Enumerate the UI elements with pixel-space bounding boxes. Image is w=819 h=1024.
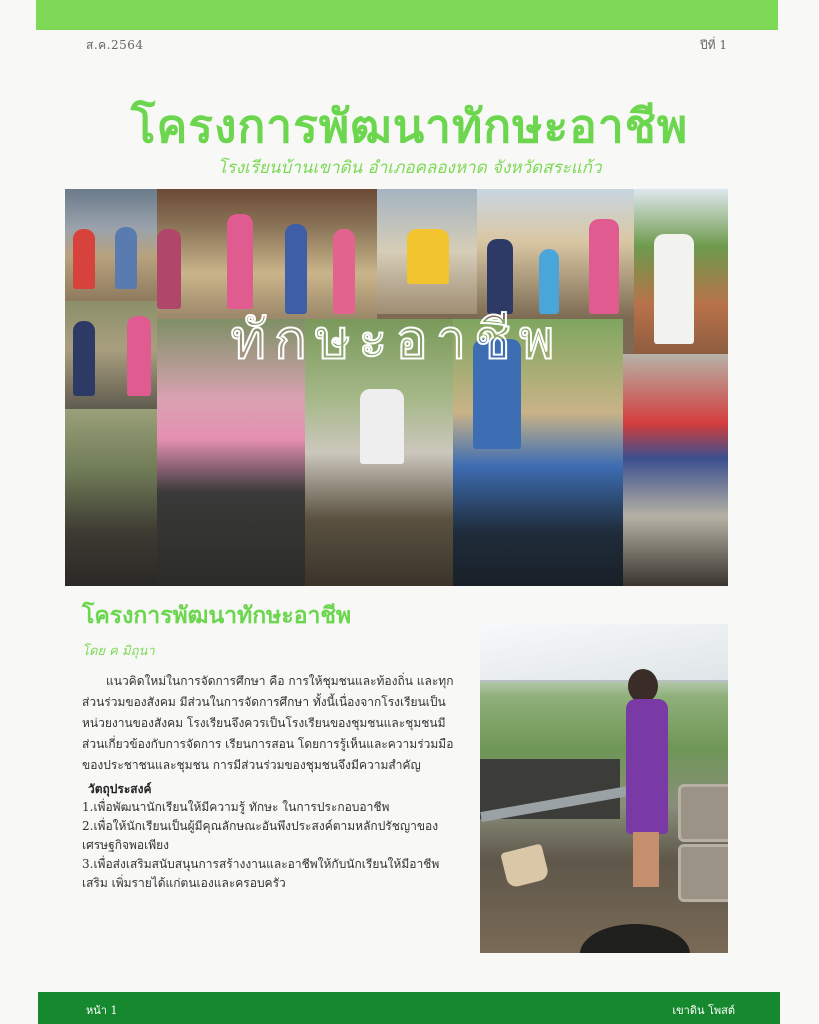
page-title: โครงการพัฒนาทักษะอาชีพ — [130, 99, 689, 153]
photo-greenhouse-student — [480, 624, 728, 953]
issue-date: ส.ค.2564 — [86, 38, 144, 52]
article-title: โครงการพัฒนาทักษะอาชีพ — [82, 603, 352, 629]
top-accent-bar — [36, 0, 778, 30]
article-body: แนวคิดใหม่ในการจัดการศึกษา คือ การให้ชุมชนและท้องถิ่น และทุกส่วนร่วมของสังคม มีส่วนในการจัดการศึกษา ทั้งนี้เนื่องจากโรงเรียนเป็นหน่วยงานของสังคม โรงเรียนจึงควรเป็นโรงเรียนของชุมชนและชุมชนมีส่วนเกี่ยวข้องกับการจัดการ เรียนการสอน โดยการรู้เห็นและความร่วมมือของประชาชนและชุมชน การมีส่วนร่วมของชุมชนจึงมีความสำคัญ — [82, 674, 454, 772]
page-number: หน้า 1 — [86, 1004, 118, 1017]
objective-item: 2.เพื่อให้นักเรียนเป็นผู้มีคุณลักษณะอันพึงประสงค์ตามหลักปรัชญาของเศรษฐกิจพอเพียง — [82, 819, 439, 852]
issue-number: ปีที่ 1 — [700, 38, 727, 52]
collage-overlay-text: ทักษะอาชีพ — [230, 308, 563, 371]
footer-bar — [38, 992, 780, 1024]
publication-name: เขาดิน โพสต์ — [672, 1004, 735, 1017]
photo-collage — [65, 189, 728, 586]
objectives-list — [82, 798, 454, 893]
objective-item: 1.เพื่อพัฒนานักเรียนให้มีความรู้ ทักษะ ในการประกอบอาชีพ — [82, 800, 390, 814]
objectives-heading: วัตถุประสงค์ — [88, 782, 152, 796]
objective-item: 3.เพื่อส่งเสริมสนับสนุนการสร้างงานและอาชีพให้กับนักเรียนให้มีอาชีพเสริม เพิ่มรายได้แก่ตนเองและครอบครัว — [82, 857, 440, 890]
collage-photo-boy-red-shirt — [623, 354, 728, 586]
article-byline: โดย ค มิถุนา — [82, 644, 155, 659]
page-subtitle: โรงเรียนบ้านเขาดิน อำเภอคลองหาด จังหวัดสระแก้ว — [217, 158, 602, 178]
collage-photo-seedling-trays — [65, 409, 157, 586]
collage-photo-group-handover — [65, 189, 157, 301]
